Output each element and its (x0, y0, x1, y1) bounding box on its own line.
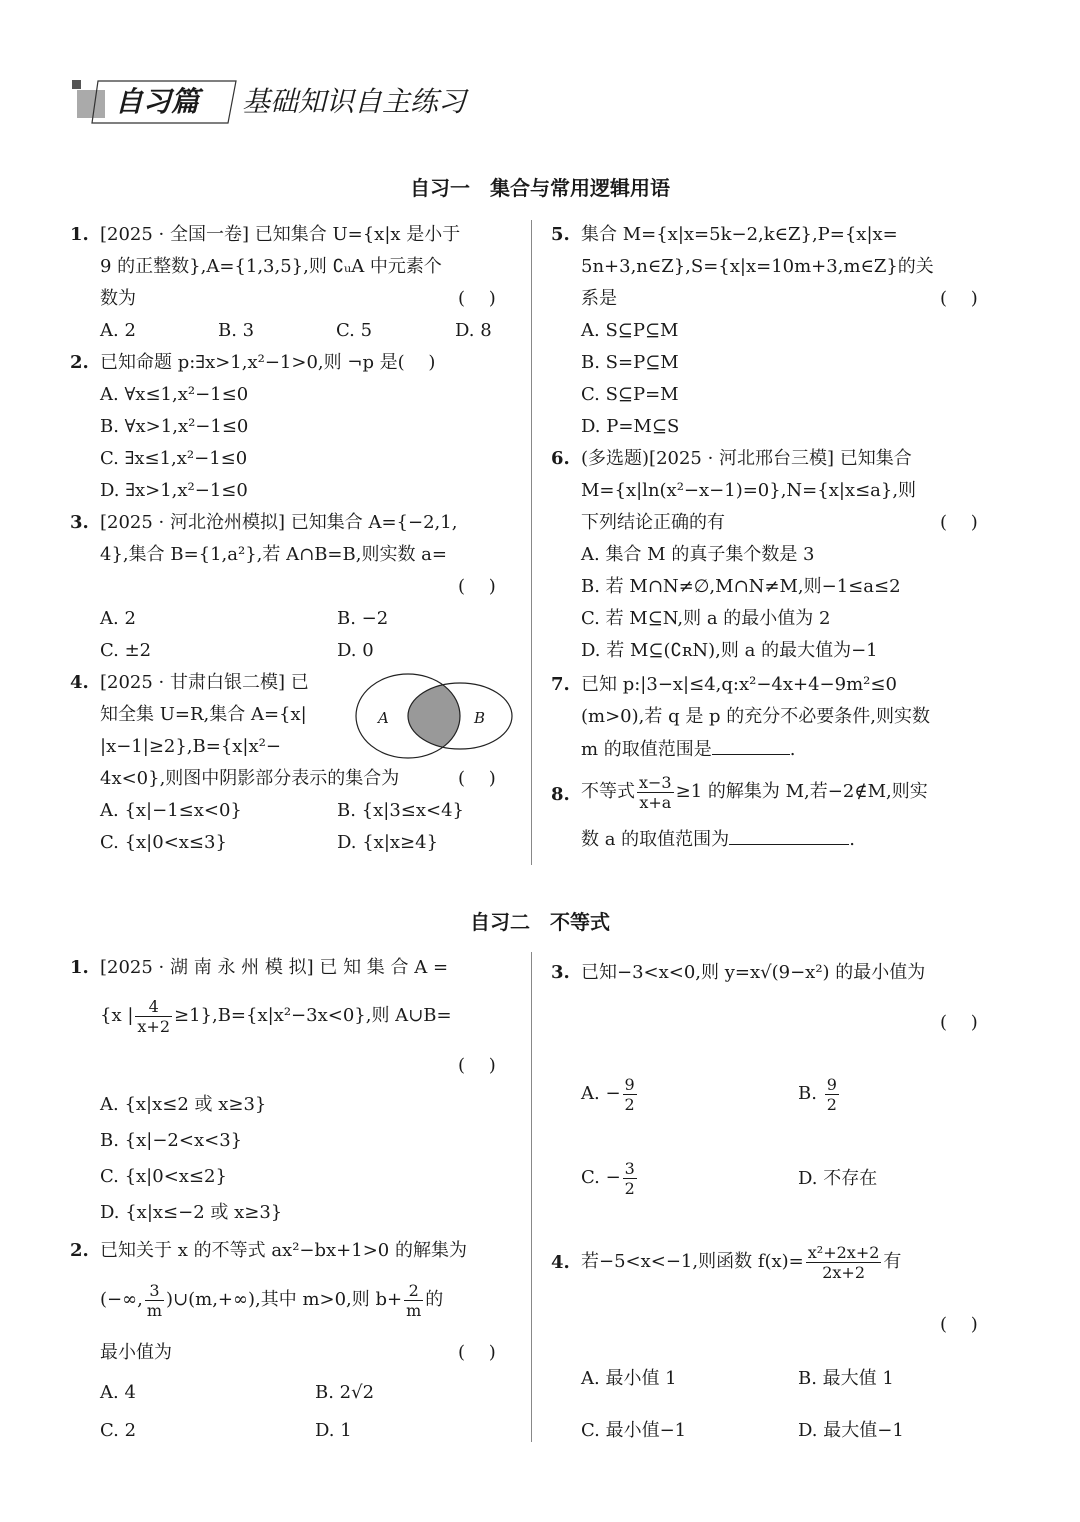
q-number: 4. (551, 1252, 570, 1273)
q-text: 集合 M={x|x=5k−2,k∈Z},P={x|x= (581, 224, 898, 245)
fraction-denominator: 2x+2 (822, 1262, 865, 1282)
q-text: 有 (883, 1251, 902, 1272)
option: D. 不存在 (798, 1168, 878, 1189)
q-text: 4},集合 B={1,a²},若 A∩B=B,则实数 a= (100, 544, 448, 565)
q-text: ≥1 的解集为 M,若−2∉M,则实 (675, 781, 928, 802)
option: C. {x|0<x≤3} (100, 832, 227, 853)
q-text: 数 a 的取值范围为 (581, 829, 730, 850)
fraction-numerator: 9 (826, 1074, 837, 1094)
option: B. S=P⊆M (581, 352, 679, 373)
q-text: 已知−3<x<0,则 y=x√(9−x²) 的最小值为 (581, 962, 926, 983)
fraction-numerator: 4 (135, 997, 172, 1017)
q-text: (多选题)[2025 · 河北邢台三模] 已知集合 (581, 448, 912, 469)
fraction-numerator: 3 (624, 1158, 635, 1178)
answer-paren: ( ) (940, 1012, 978, 1033)
fraction-numerator: x−3 (639, 772, 672, 792)
q-number: 8. (551, 784, 570, 805)
fraction-denominator: 2 (624, 1178, 635, 1198)
option: B. 若 M∩N≠∅,M∩N≠M,则−1≤a≤2 (581, 576, 901, 597)
option-label: B. (798, 1083, 817, 1104)
option: D. 1 (315, 1420, 352, 1441)
column-divider (531, 220, 532, 865)
answer-paren: ( ) (940, 1314, 978, 1335)
fraction (623, 1159, 637, 1198)
q-text: ≥1},B={x|x²−3x<0},则 A∪B= (174, 1005, 452, 1026)
q-text: 最小值为 (100, 1342, 172, 1363)
q-number: 2. (70, 1240, 89, 1261)
q-text: 若−5<x<−1,则函数 f(x)= (581, 1251, 804, 1272)
q-text: {x | (100, 1005, 134, 1026)
option: D. 最大值−1 (798, 1420, 904, 1441)
option: B. −2 (337, 608, 389, 629)
option: B. 3 (218, 320, 255, 341)
q-text: 9 的正整数},A={1,3,5},则 ∁ᵤA 中元素个 (100, 256, 442, 277)
period: . (789, 739, 796, 760)
answer-paren: ( ) (458, 1055, 496, 1076)
option: A. S⊆P⊆M (581, 320, 679, 341)
option: C. ±2 (100, 640, 152, 661)
option: A. {x|−1≤x<0} (100, 800, 242, 821)
option (581, 1156, 639, 1200)
header-badge: 自习篇 (115, 85, 200, 118)
answer-blank[interactable] (729, 826, 849, 845)
fraction (145, 1281, 164, 1320)
answer-paren: ( ) (940, 288, 978, 309)
answer-paren: ( ) (940, 512, 978, 533)
q-text: m 的取值范围是 (581, 739, 712, 760)
q-text: 数为 (100, 288, 136, 309)
option: C. {x|0<x≤2} (100, 1166, 227, 1187)
answer-paren: ( ) (458, 288, 496, 309)
option: C. 5 (336, 320, 373, 341)
fraction-denominator: m (406, 1300, 422, 1320)
fraction-denominator: 2 (624, 1094, 635, 1114)
q-text: [2025 · 河北沧州模拟] 已知集合 A={−2,1, (100, 512, 458, 533)
q-text: 5n+3,n∈Z},S={x|x=10m+3,m∈Z}的关 (581, 256, 934, 277)
option: C. 2 (100, 1420, 137, 1441)
q-text: 不等式 (581, 781, 635, 802)
answer-blank[interactable] (712, 736, 790, 755)
q-text: (−∞, (100, 1289, 143, 1310)
q-text: (m>0),若 q 是 p 的充分不必要条件,则实数 (581, 706, 931, 727)
q-text: 已知命题 p:∃x>1,x²−1>0,则 ¬p 是( ) (100, 352, 436, 373)
column-divider (531, 952, 532, 1442)
option: A. {x|x≤2 或 x≥3} (100, 1094, 267, 1115)
fraction-numerator: 9 (624, 1074, 635, 1094)
option: D. {x|x≥4} (337, 832, 439, 853)
option: D. 若 M⊆(∁ʀN),则 a 的最大值为−1 (581, 640, 878, 661)
option: A. 最小值 1 (581, 1368, 677, 1389)
option (581, 1072, 639, 1116)
q-number: 7. (551, 674, 570, 695)
option: D. P=M⊆S (581, 416, 680, 437)
option: B. 2√2 (315, 1382, 375, 1403)
option: B. 最大值 1 (798, 1368, 894, 1389)
q-text-with-fraction (581, 770, 928, 814)
q-number: 2. (70, 352, 89, 373)
option: D. 0 (337, 640, 374, 661)
fraction-denominator: 2 (826, 1094, 837, 1114)
q-text-with-fraction (100, 994, 452, 1038)
q-number: 6. (551, 448, 570, 469)
fraction-numerator: 3 (145, 1281, 164, 1301)
q-text: 知全集 U=R,集合 A={x| (100, 704, 307, 725)
fraction-numerator: 2 (404, 1281, 423, 1301)
q-number: 1. (70, 224, 89, 245)
fraction-denominator: x+2 (137, 1016, 170, 1036)
header-title: 基础知识自主练习 (242, 85, 467, 118)
q-text: [2025 · 湖 南 永 州 模 拟] 已 知 集 合 A = (100, 957, 449, 978)
option: C. ∃x≤1,x²−1≤0 (100, 448, 248, 469)
q-text: 系是 (581, 288, 617, 309)
q-number: 5. (551, 224, 570, 245)
fraction-denominator: x+a (639, 792, 672, 812)
q-text: [2025 · 全国一卷] 已知集合 U={x|x 是小于 (100, 224, 461, 245)
q-text: 已知 p:|3−x|≤4,q:x²−4x+4−9m²≤0 (581, 674, 897, 695)
q-text-with-blank (581, 736, 796, 763)
q-number: 3. (551, 962, 570, 983)
answer-paren: ( ) (458, 576, 496, 597)
fraction (806, 1243, 882, 1282)
q-number: 1. (70, 957, 89, 978)
option: A. 2 (100, 320, 136, 341)
option: A. 4 (100, 1382, 136, 1403)
answer-paren: ( ) (458, 1342, 496, 1363)
answer-paren: ( ) (458, 768, 496, 789)
q-text: 已知关于 x 的不等式 ax²−bx+1>0 的解集为 (100, 1240, 467, 1261)
q-text: |x−1|≥2},B={x|x²− (100, 736, 281, 757)
fraction (404, 1281, 423, 1320)
q-text: [2025 · 甘肃白银二模] 已 (100, 672, 309, 693)
fraction-denominator: m (146, 1300, 162, 1320)
option: D. {x|x≤−2 或 x≥3} (100, 1202, 283, 1223)
q-number: 3. (70, 512, 89, 533)
option: B. {x|3≤x<4} (337, 800, 465, 821)
option-label: C. − (581, 1167, 621, 1188)
q-text: 下列结论正确的有 (581, 512, 725, 533)
venn-label-a: A (378, 709, 389, 727)
option: D. ∃x>1,x²−1≤0 (100, 480, 248, 501)
fraction (135, 997, 172, 1036)
option: A. 集合 M 的真子集个数是 3 (581, 544, 815, 565)
option: A. 2 (100, 608, 136, 629)
fraction (637, 773, 674, 812)
option: C. 若 M⊆N,则 a 的最小值为 2 (581, 608, 831, 629)
option-label: A. − (581, 1083, 621, 1104)
q-number: 4. (70, 672, 89, 693)
section-1-title: 自习一 集合与常用逻辑用语 (410, 176, 670, 200)
q-text-with-fraction (581, 1240, 901, 1284)
q-text-with-fraction (100, 1278, 443, 1322)
fraction (825, 1075, 839, 1114)
q-text: 的 (425, 1289, 444, 1310)
q-text-with-blank (581, 826, 855, 853)
q-text: )∪(m,+∞),其中 m>0,则 b+ (166, 1289, 403, 1310)
option: A. ∀x≤1,x²−1≤0 (100, 384, 249, 405)
fraction (623, 1075, 637, 1114)
q-text: 4x<0},则图中阴影部分表示的集合为 (100, 768, 400, 789)
section-2-title: 自习二 不等式 (470, 910, 610, 934)
option: B. ∀x>1,x²−1≤0 (100, 416, 249, 437)
option (798, 1072, 841, 1116)
venn-label-b: B (474, 709, 486, 727)
fraction-numerator: x²+2x+2 (807, 1242, 880, 1262)
option: C. S⊆P=M (581, 384, 679, 405)
q-text: M={x|ln(x²−x−1)=0},N={x|x≤a},则 (581, 480, 917, 501)
option: B. {x|−2<x<3} (100, 1130, 243, 1151)
option: D. 8 (455, 320, 492, 341)
option: C. 最小值−1 (581, 1420, 687, 1441)
period: . (849, 829, 855, 850)
